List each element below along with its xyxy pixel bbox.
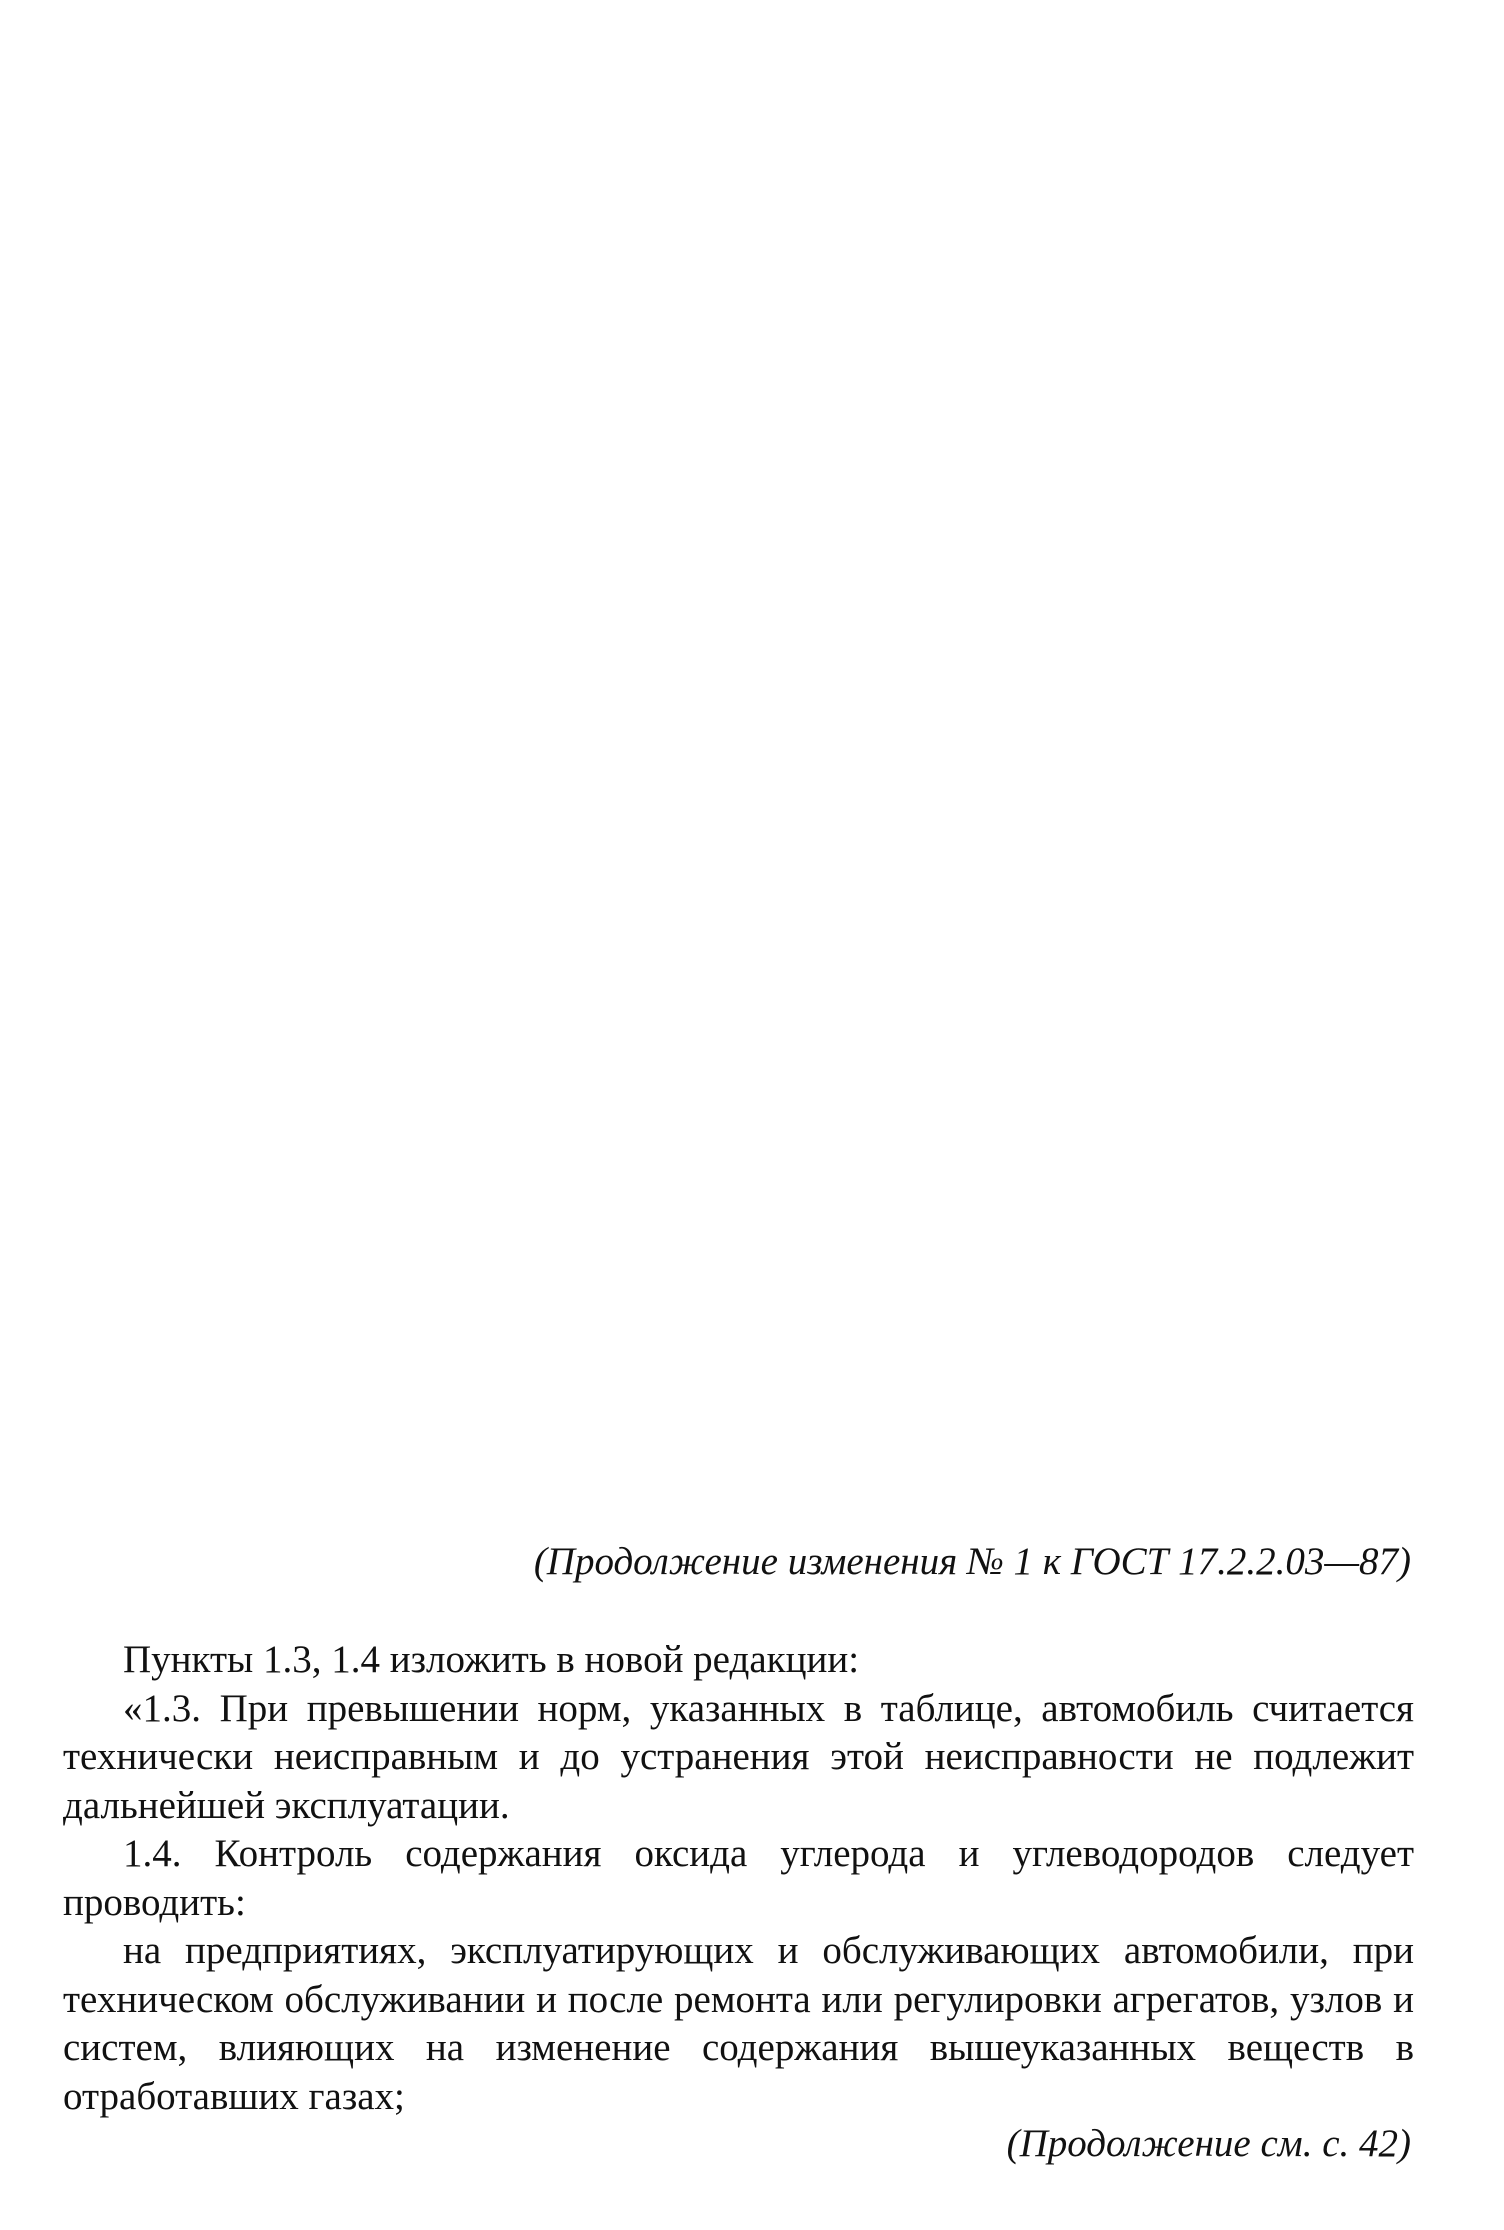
paragraph-1-4: 1.4. Контроль содержания оксида углерода и углеводородов следует проводить: (63, 1832, 1414, 1924)
continuation-footer: (Продолжение см. с. 42) (1006, 2122, 1411, 2165)
continuation-header: (Продолжение изменения № 1 к ГОСТ 17.2.2.03—87) (533, 1540, 1411, 1583)
paragraph-enterprises: на предприятиях, эксплуатирующих и обслуживающих автомобили, при техническом обслуживании и после ремонта или регулировки агрегатов, узлов и систем, влияющих на изменение содержания вышеуказанных веществ в отработавших газах; (63, 1929, 1414, 2118)
paragraph-1-3: «1.3. При превышении норм, указанных в таблице, автомобиль считается технически неисправным и до устранения этой неисправности не подлежит дальнейшей эксплуатации. (63, 1686, 1414, 1827)
paragraph-intro: Пункты 1.3, 1.4 изложить в новой редакции: (123, 1638, 860, 1681)
body-text (63, 1636, 1414, 2121)
